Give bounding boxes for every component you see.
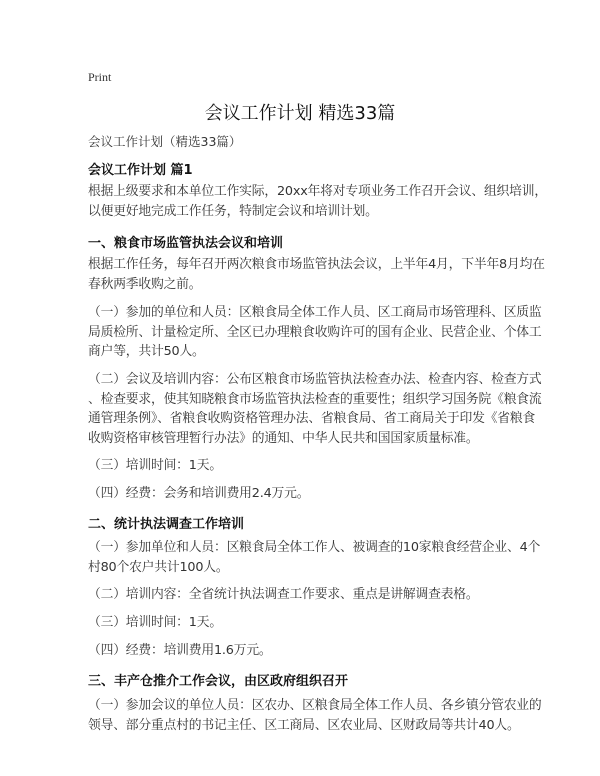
paragraph bbox=[88, 585, 479, 605]
section-heading: 一、粮食市场监管执法会议和培训 bbox=[88, 236, 284, 251]
paragraph bbox=[88, 696, 542, 735]
paragraph bbox=[88, 484, 309, 504]
text-line: 以便更好地完成工作任务，特制定会议和培训计划。 bbox=[88, 203, 378, 219]
text-line: （三）培训时间：1天。 bbox=[88, 458, 222, 473]
print-link[interactable]: Print bbox=[88, 70, 112, 84]
text-line: 根据工作任务，每年召开两次粮食市场监管执法会议，上半年4月，下半年8月均在 bbox=[88, 257, 545, 272]
section-heading: 二、统计执法调查工作培训 bbox=[88, 517, 245, 532]
paragraph bbox=[88, 641, 272, 661]
text-line: 村80个农户共计100人。 bbox=[88, 559, 229, 575]
paragraph bbox=[88, 303, 542, 362]
text-line: 根据上级要求和本单位工作实际，20xx年将对专项业务工作召开会议、组织培训， bbox=[88, 184, 547, 199]
text-line: 领导、部分重点村的书记主任、区工商局、区农业局、区财政局等共计40人。 bbox=[88, 717, 520, 733]
text-line: （二）培训内容：全省统计执法调查工作要求、重点是讲解调查表格。 bbox=[88, 587, 479, 602]
text-line: （三）培训时间：1天。 bbox=[88, 615, 222, 630]
paragraph bbox=[88, 613, 222, 633]
paragraph bbox=[88, 370, 542, 448]
text-line: （四）经费：培训费用1.6万元。 bbox=[88, 643, 272, 658]
paragraph bbox=[88, 456, 222, 476]
article-heading: 会议工作计划 篇1 bbox=[88, 163, 193, 178]
text-line: （一）参加会议的单位人员：区农办、区粮食局全体工作人员、各乡镇分管农业的 bbox=[88, 698, 542, 713]
text-line: 、检查要求，使其知晓粮食市场监管执法检查的重要性；组织学习国务院《粮食流 bbox=[88, 391, 542, 407]
text-line: 商户等，共计50人。 bbox=[88, 344, 205, 359]
text-line: （四）经费：会务和培训费用2.4万元。 bbox=[88, 486, 310, 501]
text-line: （二）会议及培训内容：公布区粮食市场监管执法检查办法、检查内容、检查方式 bbox=[88, 372, 542, 387]
text-line: （一）参加的单位和人员：区粮食局全体工作人员、区工商局市场管理科、区质监 bbox=[88, 305, 542, 320]
page-title: 会议工作计划 精选33篇 bbox=[204, 103, 396, 124]
text-line: 局质检所、计量检定所、全区已办理粮食收购许可的国有企业、民营企业、个体工 bbox=[88, 324, 542, 340]
text-line: （一）参加单位和人员：区粮食局全体工作人、被调查的10家粮食经营企业、4个 bbox=[88, 540, 541, 555]
text-line: 通管理条例》、省粮食收购资格管理办法、省粮食局、省工商局关于印发《省粮食 bbox=[88, 411, 536, 426]
subtitle: 会议工作计划（精选33篇） bbox=[88, 134, 242, 149]
intro-paragraph bbox=[88, 182, 547, 221]
text-line: 春秋两季收购之前。 bbox=[88, 276, 202, 292]
text-line: 收购资格审核管理暂行办法》的通知、中华人民共和国国家质量标准。 bbox=[88, 430, 479, 446]
paragraph bbox=[88, 255, 545, 294]
paragraph bbox=[88, 538, 540, 577]
section-heading: 三、丰产仓推介工作会议，由区政府组织召开 bbox=[88, 674, 349, 689]
